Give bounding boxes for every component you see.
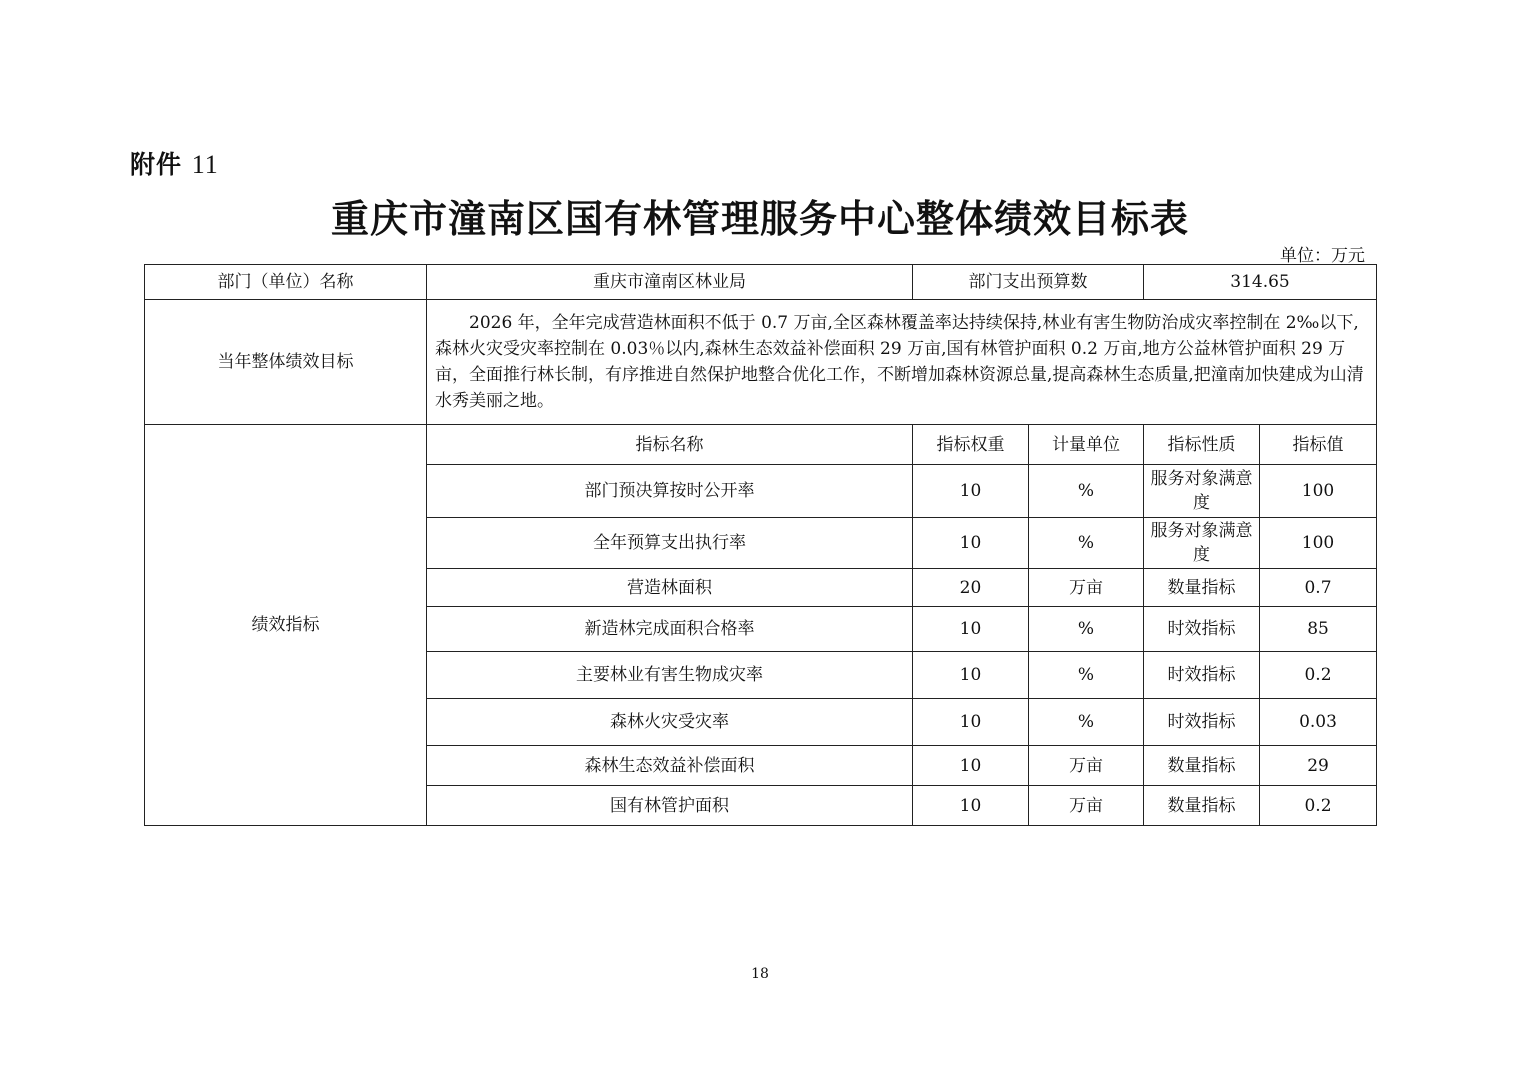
budget-label-cell: 部门支出预算数 xyxy=(913,265,1144,300)
annual-goal-label: 当年整体绩效目标 xyxy=(145,300,427,425)
indicator-value: 100 xyxy=(1260,465,1377,518)
indicator-name: 新造林完成面积合格率 xyxy=(427,607,913,652)
column-header-nature: 指标性质 xyxy=(1144,425,1260,465)
indicator-weight: 10 xyxy=(913,699,1029,746)
indicator-name: 森林火灾受灾率 xyxy=(427,699,913,746)
indicator-name: 国有林管护面积 xyxy=(427,786,913,826)
performance-table xyxy=(144,264,1377,826)
indicator-unit: % xyxy=(1029,518,1144,569)
indicator-nature: 时效指标 xyxy=(1144,652,1260,699)
indicator-header-row xyxy=(145,425,1377,465)
column-header-unit: 计量单位 xyxy=(1029,425,1144,465)
annual-goal-row xyxy=(145,300,1377,425)
indicator-weight: 10 xyxy=(913,746,1029,786)
indicator-unit: % xyxy=(1029,465,1144,518)
page-number: 18 xyxy=(751,966,769,982)
column-header-value: 指标值 xyxy=(1260,425,1377,465)
indicator-weight: 10 xyxy=(913,518,1029,569)
indicator-unit: % xyxy=(1029,699,1144,746)
indicator-name: 森林生态效益补偿面积 xyxy=(427,746,913,786)
budget-value-cell: 314.65 xyxy=(1144,265,1377,300)
indicator-nature: 数量指标 xyxy=(1144,786,1260,826)
indicator-value: 29 xyxy=(1260,746,1377,786)
dept-value-cell: 重庆市潼南区林业局 xyxy=(427,265,913,300)
indicator-unit: 万亩 xyxy=(1029,786,1144,826)
indicator-weight: 10 xyxy=(913,607,1029,652)
column-header-name: 指标名称 xyxy=(427,425,913,465)
indicator-value: 85 xyxy=(1260,607,1377,652)
page-title: 重庆市潼南区国有林管理服务中心整体绩效目标表 xyxy=(330,197,1189,241)
indicator-name: 主要林业有害生物成灾率 xyxy=(427,652,913,699)
indicator-weight: 10 xyxy=(913,652,1029,699)
unit-label: 单位：万元 xyxy=(1280,246,1365,266)
indicator-nature: 数量指标 xyxy=(1144,569,1260,607)
indicator-nature: 服务对象满意度 xyxy=(1144,518,1260,569)
attachment-word: 附件 xyxy=(130,150,183,179)
attachment-label xyxy=(130,145,219,181)
indicator-unit: % xyxy=(1029,652,1144,699)
dept-label-cell: 部门（单位）名称 xyxy=(145,265,427,300)
indicator-value: 0.2 xyxy=(1260,652,1377,699)
indicator-nature: 时效指标 xyxy=(1144,699,1260,746)
header-row xyxy=(145,265,1377,300)
annual-goal-text: 2026 年，全年完成营造林面积不低于 0.7 万亩,全区森林覆盖率达持续保持,林业有害生物防治成灾率控制在 2‰以下,森林火灾受灾率控制在 0.03％以内,森林生态效益补偿面积 29 万亩,国有林管护面积 0.2 万亩,地方公益林管护面积 29 万亩，全面推行林长制，有序推进自然保护地整合优化工作，不断增加森林资源总量,提高森林生态质量,把潼南加快建成为山清水秀美丽之地。 xyxy=(427,300,1377,425)
indicator-name: 部门预决算按时公开率 xyxy=(427,465,913,518)
indicator-nature: 服务对象满意度 xyxy=(1144,465,1260,518)
indicator-name: 全年预算支出执行率 xyxy=(427,518,913,569)
indicator-value: 100 xyxy=(1260,518,1377,569)
indicator-value: 0.2 xyxy=(1260,786,1377,826)
indicator-weight: 10 xyxy=(913,786,1029,826)
indicator-value: 0.7 xyxy=(1260,569,1377,607)
indicator-unit: % xyxy=(1029,607,1144,652)
attachment-number: 11 xyxy=(191,150,219,179)
indicator-nature: 数量指标 xyxy=(1144,746,1260,786)
indicator-unit: 万亩 xyxy=(1029,569,1144,607)
indicator-name: 营造林面积 xyxy=(427,569,913,607)
indicator-weight: 20 xyxy=(913,569,1029,607)
indicator-unit: 万亩 xyxy=(1029,746,1144,786)
column-header-weight: 指标权重 xyxy=(913,425,1029,465)
indicator-nature: 时效指标 xyxy=(1144,607,1260,652)
indicator-weight: 10 xyxy=(913,465,1029,518)
indicators-section-label: 绩效指标 xyxy=(145,425,427,826)
indicator-value: 0.03 xyxy=(1260,699,1377,746)
